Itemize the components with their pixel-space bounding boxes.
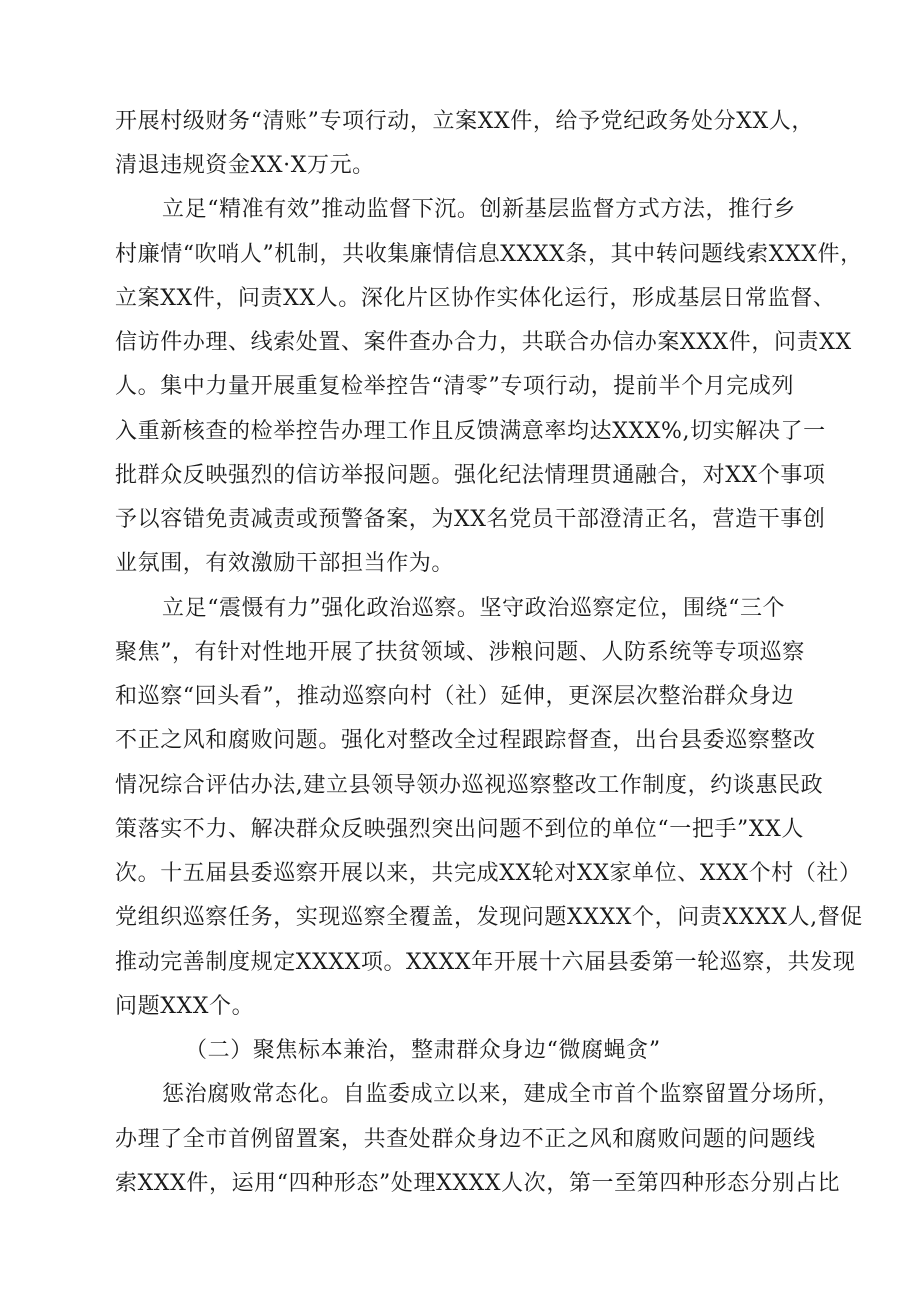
text-line: 立案XX件，问责XX人。深化片区协作实体化运行，形成基层日常监督、 [115, 286, 836, 311]
text-line: 清退违规资金XX·X万元。 [115, 153, 375, 178]
text-line: 入重新核查的检举控告办理工作且反馈满意率均达XXX%,切实解决了一 [115, 419, 826, 444]
text-line: 不正之风和腐败问题。强化对整改全过程跟踪督查，出台县委巡察整改 [115, 728, 816, 753]
section-heading: （二）聚焦标本兼治，整肃群众身边“微腐蝇贪” [185, 1038, 661, 1063]
text-line: 办理了全市首例留置案，共查处群众身边不正之风和腐败问题的问题线 [115, 1127, 816, 1152]
paragraph-start-line: 立足“精准有效”推动监督下沉。创新基层监督方式方法，推行乡 [162, 197, 796, 222]
text-line: 业氛围，有效激励干部担当作为。 [115, 551, 455, 576]
text-line: 予以容错免责减责或预警备案，为XX名党员干部澄清正名，营造干事创 [115, 507, 826, 532]
text-line: 情况综合评估办法,建立县领导领办巡视巡察整改工作制度，约谈惠民政 [115, 773, 824, 798]
text-line: 策落实不力、解决群众反映强烈突出问题不到位的单位“一把手”XX人 [115, 817, 805, 842]
text-line: 聚焦”，有针对性地开展了扶贫领域、涉粮问题、人防系统等专项巡察 [115, 640, 805, 665]
text-line: 次。十五届县委巡察开展以来，共完成XX轮对XX家单位、XXX个村（社） [115, 861, 862, 886]
text-line: 党组织巡察任务，实现巡察全覆盖，发现问题XXXX个，问责XXXX人,督促 [115, 905, 863, 930]
text-line: 开展村级财务“清账”专项行动，立案XX件，给予党纪政务处分XX人， [115, 109, 814, 134]
text-line: 索XXX件，运用“四种形态”处理XXXX人次，第一至第四种形态分别占比 [115, 1171, 841, 1196]
text-line: 问题XXX个。 [115, 994, 255, 1019]
text-line: 村廉情“吹哨人”机制，共收集廉情信息XXXX条，其中转问题线索XXX件， [115, 242, 863, 267]
paragraph-start-line: 惩治腐败常态化。自监委成立以来，建成全市首个监察留置分场所， [162, 1082, 841, 1107]
text-line: 人。集中力量开展重复检举控告“清零”专项行动，提前半个月完成列 [115, 374, 795, 399]
text-line: 批群众反映强烈的信访举报问题。强化纪法情理贯通融合，对XX个事项 [115, 463, 826, 488]
text-line: 信访件办理、线索处置、案件查办合力，共联合办信办案XXX件，问责XX [115, 330, 852, 355]
text-line: 推动完善制度规定XXXX项。XXXX年开展十六届县委第一轮巡察，共发现 [115, 950, 856, 975]
paragraph-start-line: 立足“震慑有力”强化政治巡察。坚守政治巡察定位，围绕“三个 [162, 596, 786, 621]
text-line: 和巡察“回头看”，推动巡察向村（社）延伸，更深层次整治群众身边 [115, 684, 795, 709]
